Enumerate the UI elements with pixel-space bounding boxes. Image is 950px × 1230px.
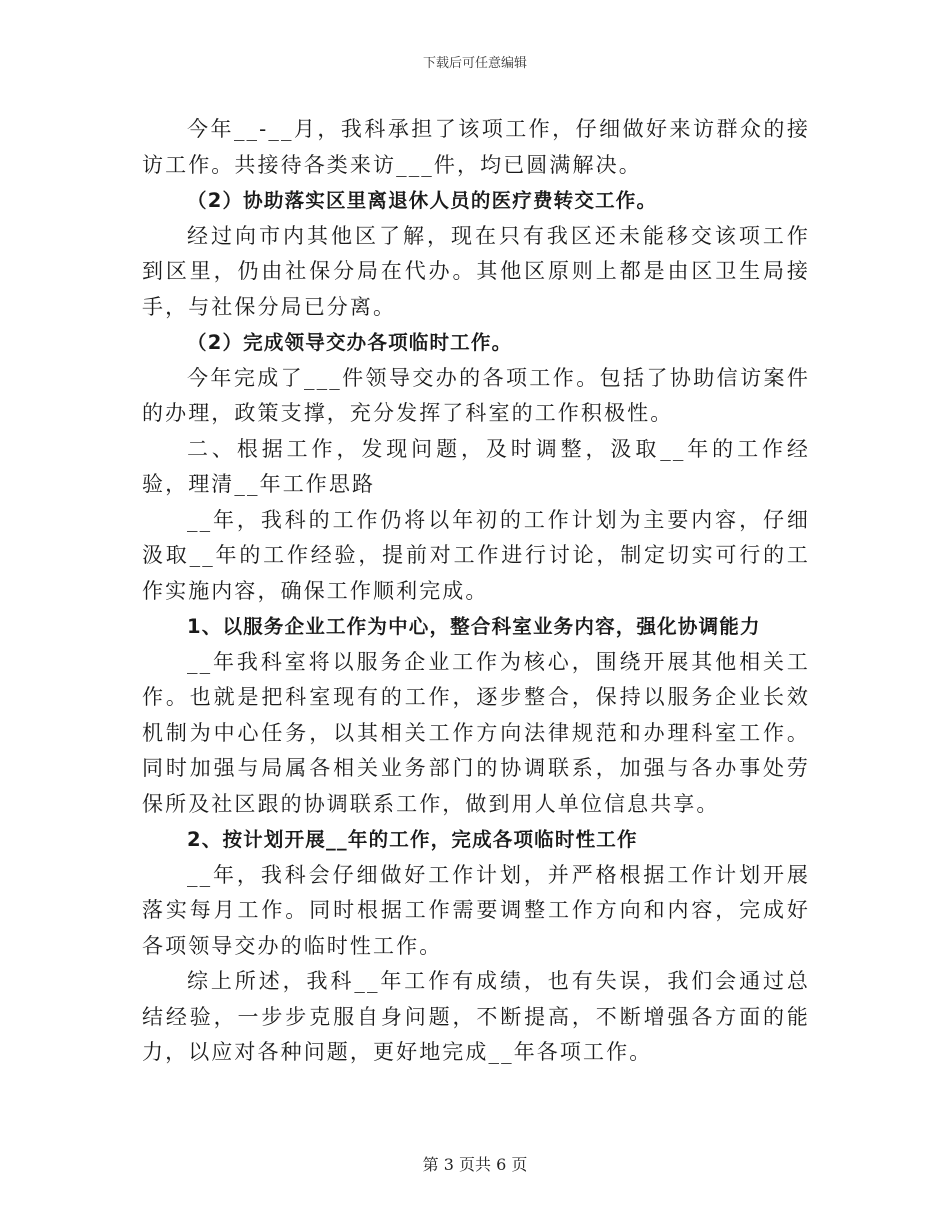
paragraph-medical-fee-transfer: 经过向市内其他区了解，现在只有我区还未能移交该项工作到区里，仍由社保分局在代办。其他区原则上都是由区卫生局接手，与社保分局已分离。 — [142, 223, 810, 319]
heading-temporary-tasks: （2）完成领导交办各项临时工作。 — [187, 331, 513, 354]
paragraph-reception-work: 今年__-__月，我科承担了该项工作，仔细做好来访群众的接访工作。共接待各类来访___件，均已圆满解决。 — [142, 117, 810, 177]
page-number-footer: 第 3 页共 6 页 — [422, 1155, 528, 1174]
heading-plan-execution: 2、按计划开展__年的工作，完成各项临时性工作 — [187, 828, 638, 851]
paragraph-temporary-tasks: 今年完成了___件领导交办的各项工作。包括了协助信访案件的办理，政策支撑，充分发挥了科室的工作积极性。 — [142, 365, 810, 425]
paragraph-plan-execution: __年，我科会仔细做好工作计划，并严格根据工作计划开展落实每月工作。同时根据工作需要调整工作方向和内容，完成好各项领导交办的临时性工作。 — [142, 862, 810, 958]
paragraph-summary: 综上所述，我科__年工作有成绩，也有失误，我们会通过总结经验，一步步克服自身问题，不断提高，不断增强各方面的能力，以应对各种问题，更好地完成__年各项工作。 — [142, 969, 810, 1064]
paragraph-service-enterprises: __年我科室将以服务企业工作为核心，围绕开展其他相关工作。也就是把科室现有的工作，逐步整合，保持以服务企业长效机制为中心任务，以其相关工作方向法律规范和办理科室工作。同时加强与局属各相关业务部门的协调联系，加强与各办事处劳保所及社区跟的协调联系工作，做到用人单位信息共享。 — [142, 649, 810, 816]
heading-service-enterprises: 1、以服务企业工作为中心，整合科室业务内容，强化协调能力 — [187, 615, 761, 638]
heading-medical-fee-transfer: （2）协助落实区里离退休人员的医疗费转交工作。 — [187, 189, 658, 212]
document-body — [142, 112, 810, 1071]
section-heading-two: 二、根据工作，发现问题，及时调整，汲取__年的工作经验，理清__年工作思路 — [142, 436, 810, 496]
paragraph-work-plan: __年，我科的工作仍将以年初的工作计划为主要内容，仔细汲取__年的工作经验，提前对工作进行讨论，制定切实可行的工作实施内容，确保工作顺利完成。 — [142, 507, 810, 603]
page-header: 下载后可任意编辑 — [422, 56, 527, 71]
